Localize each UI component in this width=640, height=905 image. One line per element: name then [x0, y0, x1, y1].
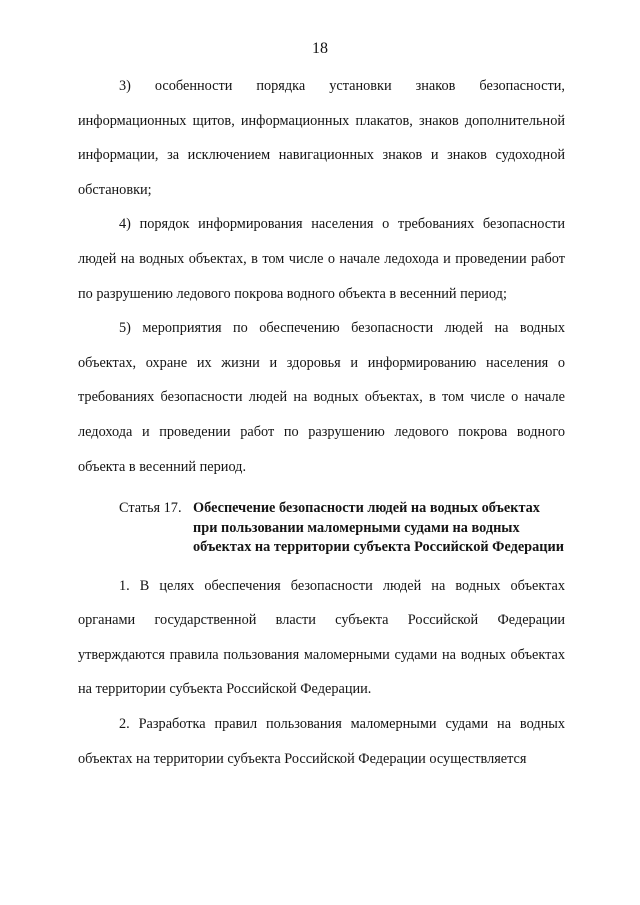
document-body — [78, 69, 565, 776]
list-item-4: 4) порядок информирования населения о требованиях безопасности людей на водных объектах, в том числе о начале ледохода и проведении работ по разрушению ледового покрова водного объекта в весенний период; — [78, 216, 565, 302]
page-number: 18 — [312, 40, 328, 57]
list-item-3: 3) особенности порядка установки знаков безопасности, информационных щитов, информационных плакатов, знаков дополнительной информации, за исключением навигационных знаков и знаков судоходной обстановки; — [78, 78, 565, 198]
article-clause-2: 2. Разработка правил пользования маломерными судами на водных объектах на территории субъекта Российской Федерации осуществляется — [78, 716, 565, 767]
article-clause-1: 1. В целях обеспечения безопасности людей на водных объектах органами государственной власти субъекта Российской Федерации утверждаются правила пользования маломерными судами на водных объектах на территории субъекта Российской Федерации. — [78, 577, 565, 698]
list-item-5: 5) мероприятия по обеспечению безопасности людей на водных объектах, охране их жизни и здоровья и информированию населения о требованиях безопасности людей на водных объектах, в том числе о начале ледохода и проведении работ по разрушению ледового покрова водного объекта в весенний период. — [78, 320, 565, 475]
article-heading — [78, 499, 565, 558]
article-number: Статья 17. — [119, 500, 182, 517]
article-title: Обеспечение безопасности людей на водных объектах при пользовании маломерными судами на водных объектах на территории субъекта Российской Федерации — [193, 500, 564, 556]
